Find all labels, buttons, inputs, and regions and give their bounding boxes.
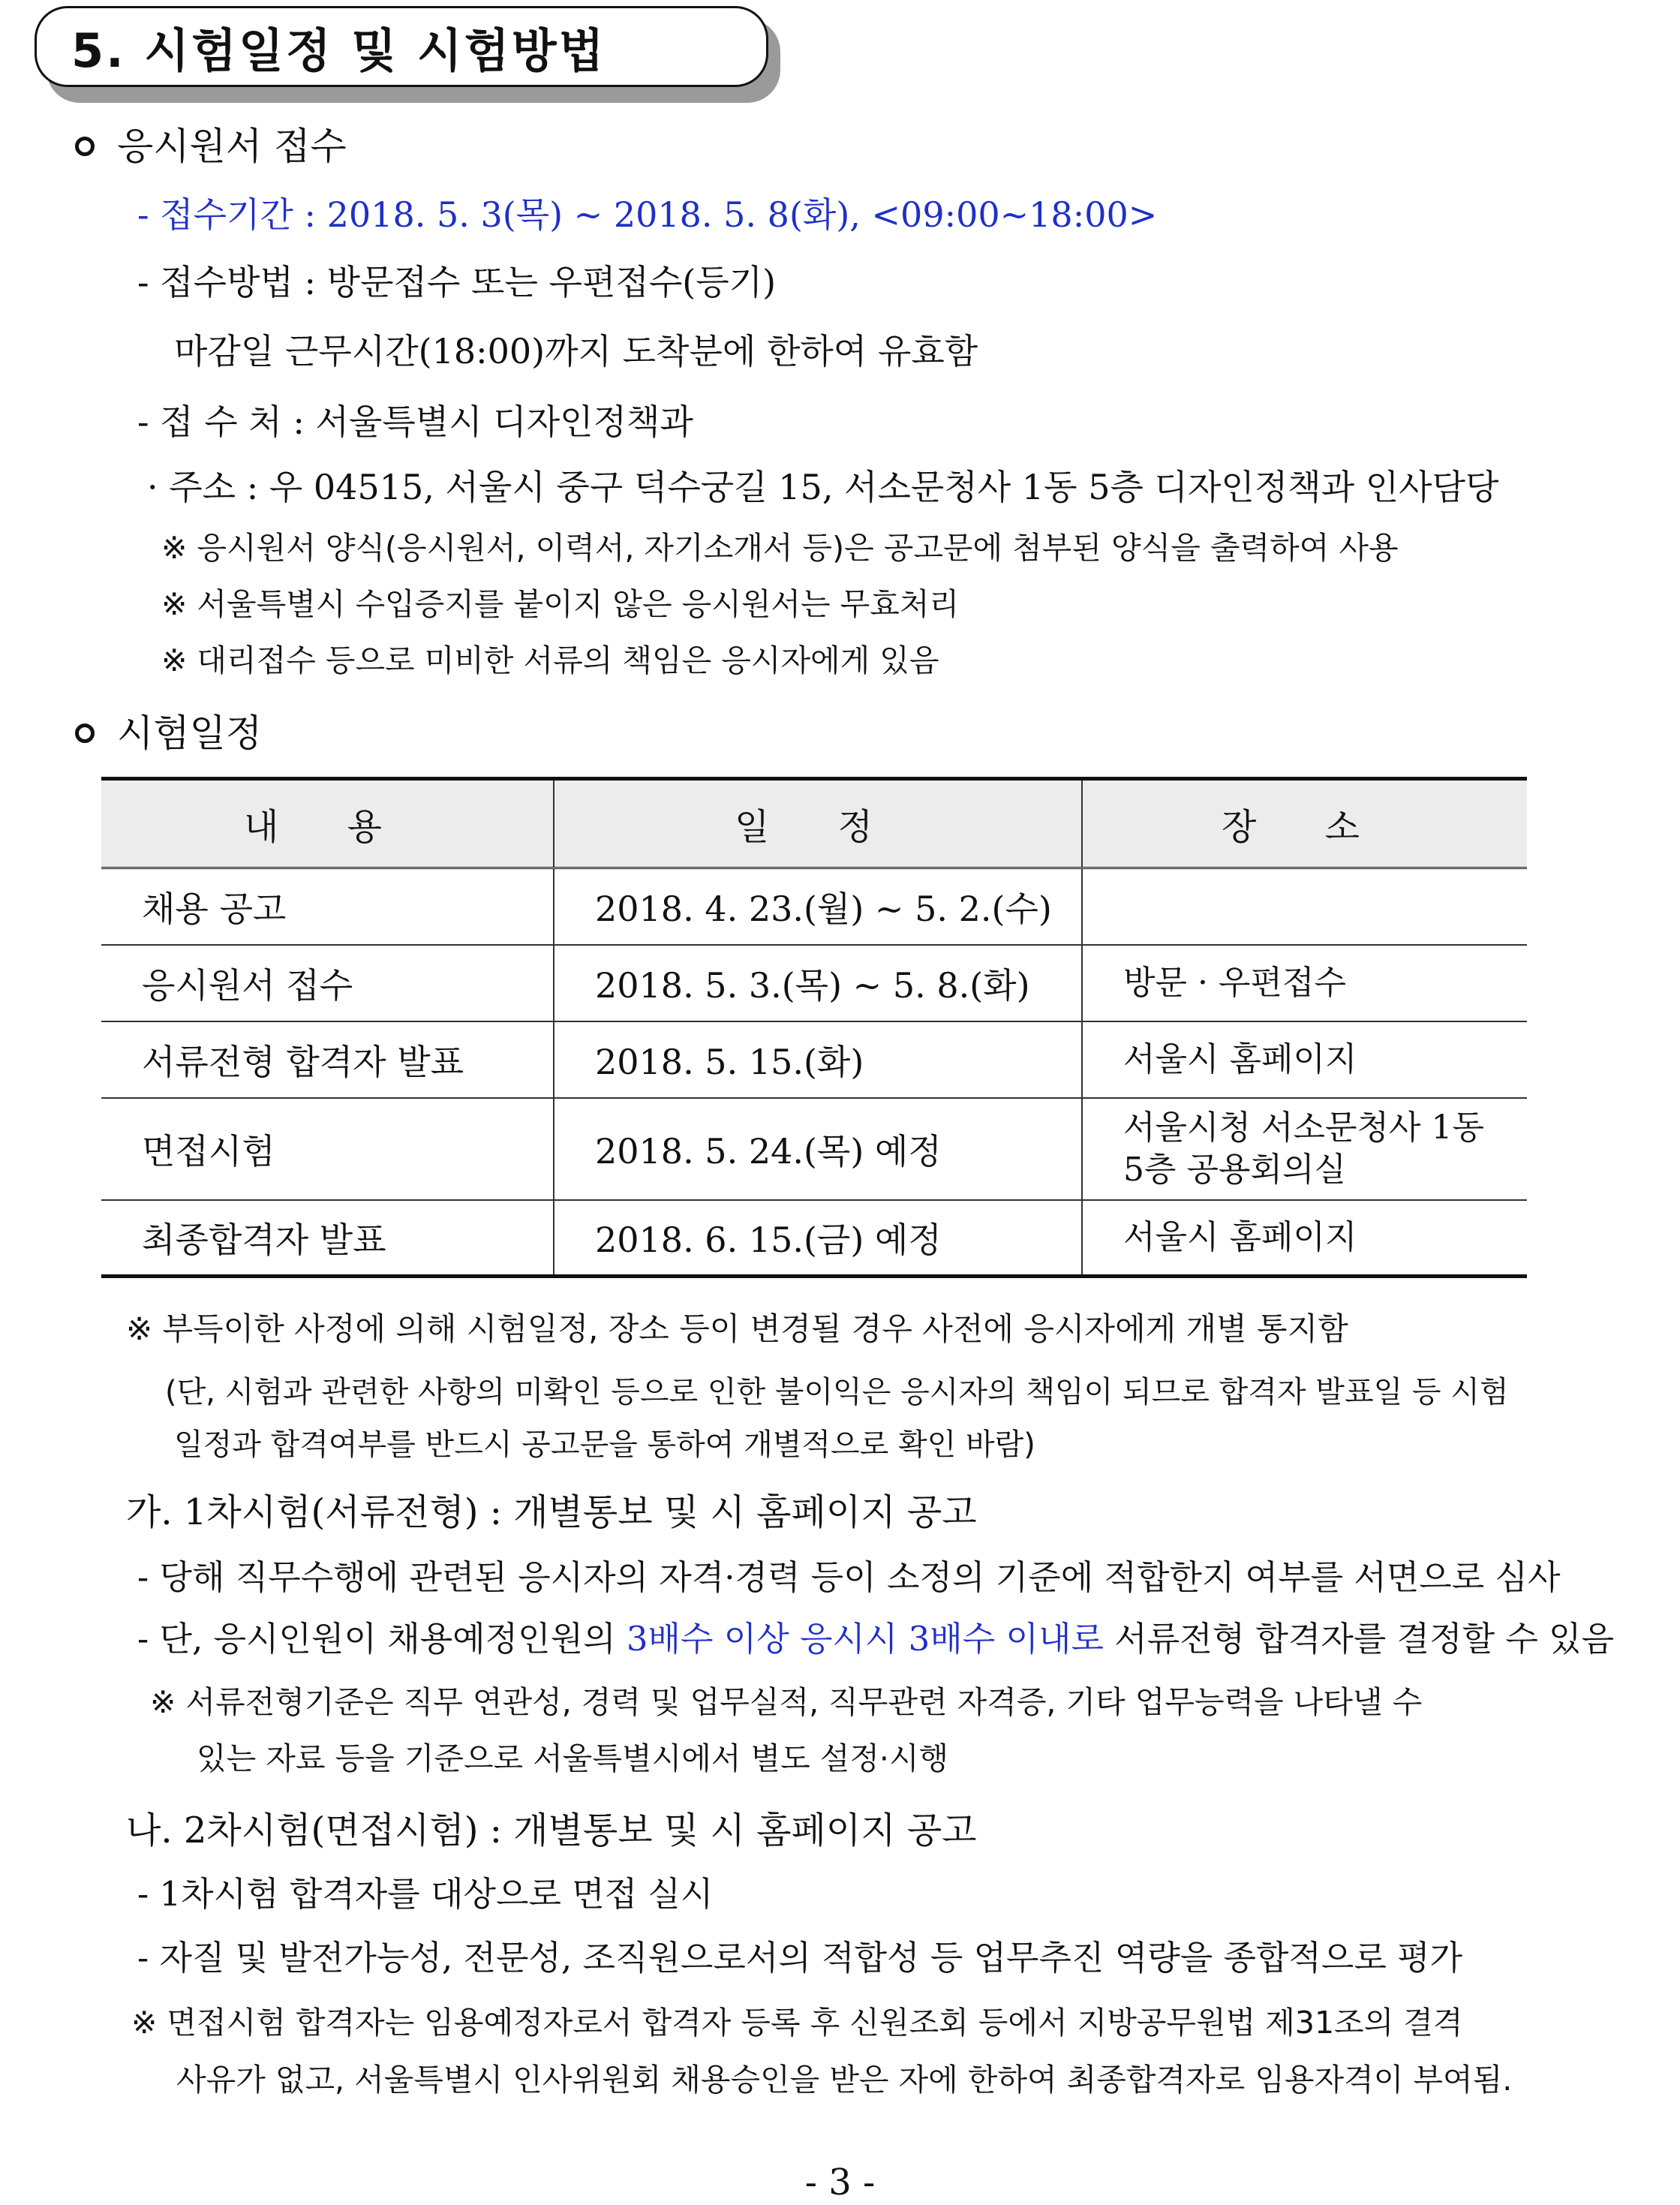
page-number: - 3 - [804, 2161, 876, 2203]
cell-date: 2018. 4. 23.(월) ~ 5. 2.(수) [554, 868, 1082, 945]
table-row [101, 868, 1527, 945]
section-title-text: 5. 시험일정 및 시험방법 [71, 23, 606, 78]
sec2-note: ※ 부득이한 사정에 의해 시험일정, 장소 등이 변경될 경우 사전에 응시자에게 개별 통지함 [126, 1310, 1348, 1347]
step2-heading: 나. 2차시험(면접시험) : 개별통보 및 시 홈페이지 공고 [126, 1809, 977, 1852]
step1-note1: ※ 서류전형기준은 직무 연관성, 경력 및 업무실적, 직무관련 자격증, 기타 업무능력을 나타낼 수 [150, 1684, 1423, 1720]
cell-place: 방문 · 우편접수 [1082, 945, 1527, 1021]
col-header-date: 일 정 [554, 779, 1082, 868]
col-header-place: 장 소 [1082, 779, 1527, 868]
cell-item: 최종합격자 발표 [101, 1200, 554, 1277]
cell-place-line2: 5층 공용회의실 [1123, 1150, 1347, 1189]
table-row [101, 945, 1527, 1021]
circle-bullet-icon [75, 723, 95, 743]
sec1-address: · 주소 : 우 04515, 서울시 중구 덕수궁길 15, 서소문청사 1동 5층 디자인정책과 인사담당 [147, 467, 1499, 507]
circle-bullet-icon [75, 137, 95, 156]
cell-place: 서울시 홈페이지 [1082, 1021, 1527, 1098]
step2-line2: - 자질 및 발전가능성, 전문성, 조직원으로서의 적합성 등 업무추진 역량을 종합적으로 평가 [137, 1938, 1463, 1978]
step1-line2-post: 서류전형 합격자를 결정할 수 있음 [1103, 1619, 1615, 1659]
cell-place [1082, 868, 1527, 945]
table-header-row [101, 779, 1527, 868]
table-row [101, 1200, 1527, 1277]
step1-line1: - 당해 직무수행에 관련된 응시자의 자격·경력 등이 소정의 기준에 적합한지 여부를 서면으로 심사 [137, 1557, 1561, 1597]
step1-line2-highlight: 3배수 이상 응시시 3배수 이내로 [626, 1619, 1104, 1659]
sec2-heading [75, 703, 262, 757]
cell-place-line1: 서울시청 서소문청사 1동 [1123, 1108, 1485, 1147]
sec1-place: - 접 수 처 : 서울특별시 디자인정책과 [137, 402, 693, 442]
table-row [101, 1098, 1527, 1200]
sec1-heading [75, 116, 347, 170]
cell-item: 서류전형 합격자 발표 [101, 1021, 554, 1098]
step2-line1: - 1차시험 합격자를 대상으로 면접 실시 [137, 1874, 714, 1914]
cell-place [1082, 1098, 1527, 1200]
cell-item: 채용 공고 [101, 868, 554, 945]
table-row [101, 1021, 1527, 1098]
sec2-heading-text: 시험일정 [117, 711, 263, 755]
cell-item: 면접시험 [101, 1098, 554, 1200]
sec1-method-note: 마감일 근무시간(18:00)까지 도착분에 한하여 유효함 [174, 331, 978, 372]
sec1-note-1: ※ 응시원서 양식(응시원서, 이력서, 자기소개서 등)은 공고문에 첨부된 양식을 출력하여 사용 [161, 530, 1399, 566]
cell-date: 2018. 5. 24.(목) 예정 [554, 1098, 1082, 1200]
sec1-heading-text: 응시원서 접수 [117, 125, 347, 168]
step2-note1: ※ 면접시험 합격자는 임용예정자로서 합격자 등록 후 신원조회 등에서 지방공무원법 제31조의 결격 [131, 2005, 1463, 2041]
col-header-content: 내 용 [101, 779, 554, 868]
cell-date: 2018. 6. 15.(금) 예정 [554, 1200, 1082, 1277]
sec1-method: - 접수방법 : 방문접수 또는 우편접수(등기) [137, 262, 777, 302]
sec1-note-3: ※ 대리접수 등으로 미비한 서류의 책임은 응시자에게 있음 [161, 642, 939, 678]
cell-item: 응시원서 접수 [101, 945, 554, 1021]
schedule-table [101, 777, 1527, 1278]
cell-date: 2018. 5. 15.(화) [554, 1021, 1082, 1098]
step1-heading: 가. 1차시험(서류전형) : 개별통보 및 시 홈페이지 공고 [126, 1491, 977, 1533]
cell-date: 2018. 5. 3.(목) ~ 5. 8.(화) [554, 945, 1082, 1021]
sec2-note-sub2: 일정과 합격여부를 반드시 공고문을 통하여 개별적으로 확인 바람) [174, 1427, 1035, 1462]
step1-line2-pre: - 단, 응시인원이 채용예정인원의 [137, 1619, 627, 1659]
section-title [35, 6, 768, 87]
cell-place: 서울시 홈페이지 [1082, 1200, 1527, 1277]
sec1-period: - 접수기간 : 2018. 5. 3(목) ~ 2018. 5. 8(화), <09:00~18:00> [137, 194, 1158, 235]
step2-note2: 사유가 없고, 서울특별시 인사위원회 채용승인을 받은 자에 한하여 최종합격자로 임용자격이 부여됨. [176, 2062, 1513, 2098]
sec2-note-sub1: (단, 시험과 관련한 사항의 미확인 등으로 인한 불이익은 응시자의 책임이 되므로 합격자 발표일 등 시험 [165, 1375, 1509, 1409]
step1-line2 [137, 1611, 1614, 1660]
step1-note2: 있는 자료 등을 기준으로 서울특별시에서 별도 설정·시행 [197, 1740, 949, 1776]
sec1-note-2: ※ 서울특별시 수입증지를 붙이지 않은 응시원서는 무효처리 [161, 586, 960, 622]
